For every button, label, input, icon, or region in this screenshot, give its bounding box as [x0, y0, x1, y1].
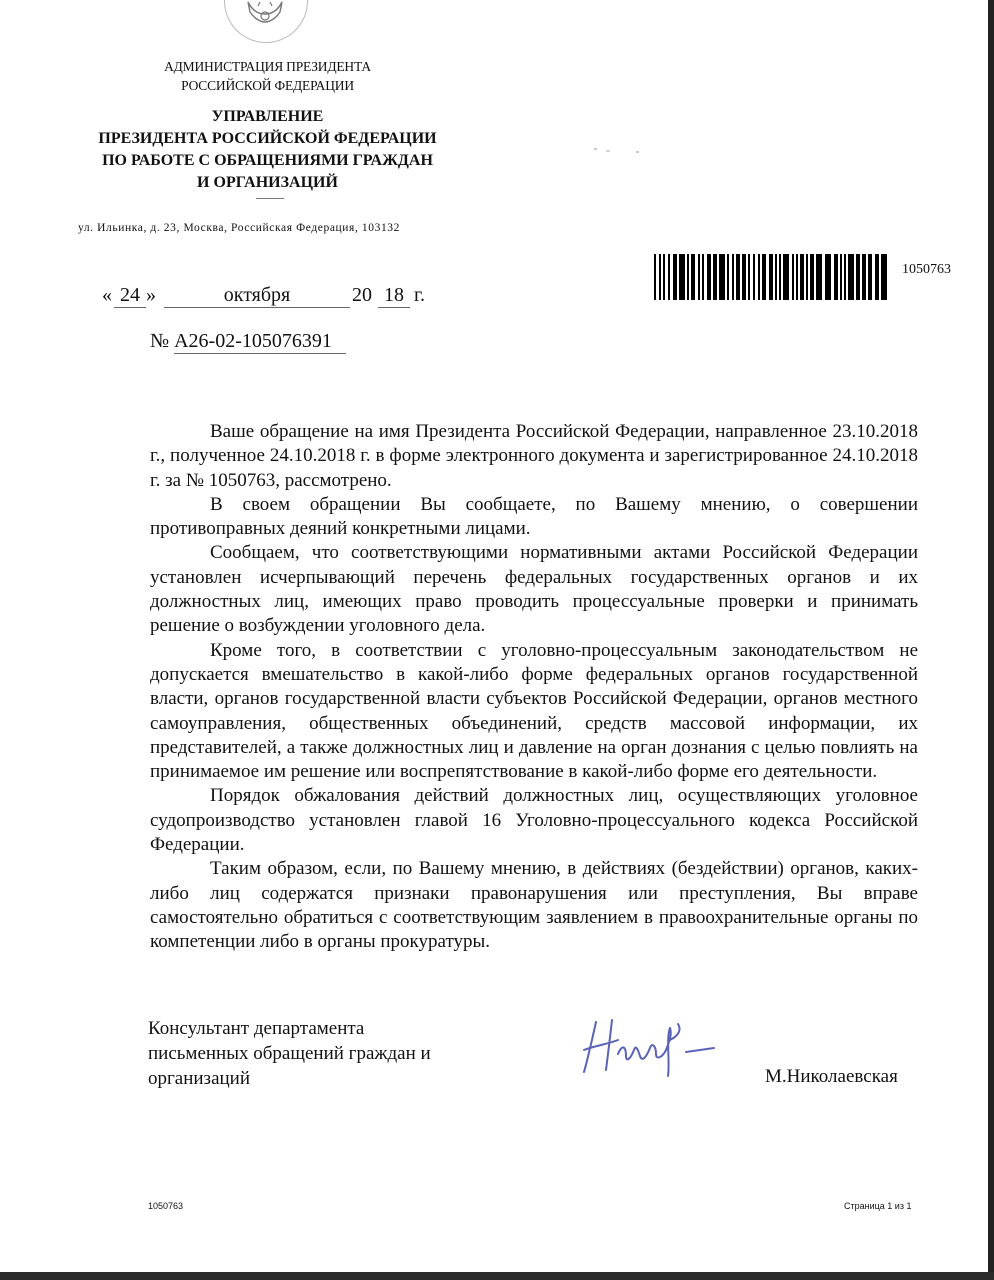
body-paragraph: Ваше обращение на имя Президента Российской Федерации, направленное 23.10.2018 г., полученное 24.10.2018 г. в форме электронного документа и зарегистрированное 24.10.2018 г. за № 1050763, рассмотрено.: [150, 421, 918, 491]
signer-position-line-1: Консультант департамента: [148, 1018, 365, 1039]
signer-position-line-2: письменных обращений граждан и: [148, 1043, 431, 1064]
redacted-recipient-mark: [592, 142, 662, 158]
address: ул. Ильинка, д. 23, Москва, Российская Федерация, 103132: [78, 222, 400, 234]
signer-position: [148, 1016, 431, 1091]
dept-line-3: ПО РАБОТЕ С ОБРАЩЕНИЯМИ ГРАЖДАН: [102, 152, 433, 169]
date-close-quote: »: [146, 284, 156, 306]
barcode-number: 1050763: [902, 262, 951, 277]
body-paragraph: В своем обращении Вы сообщаете, по Вашему мнению, о совершении противоправных деяний конкретными лицами.: [150, 493, 918, 540]
date-open-quote: «: [102, 284, 112, 306]
scan-edge-right: [988, 0, 994, 1280]
signer-position-line-3: организаций: [148, 1068, 251, 1089]
date-month: октября: [164, 283, 350, 308]
reference-number-line: [150, 330, 346, 354]
dept-line-4: И ОРГАНИЗАЦИЙ: [197, 174, 338, 191]
barcode: [652, 254, 890, 300]
body-paragraph: Порядок обжалования действий должностных лиц, осуществляющих уголовное судопроизводство установлен главой 16 Уголовно-процессуального кодекса Российской Федерации.: [150, 785, 918, 856]
date-year-prefix: 20: [352, 284, 372, 306]
double-headed-eagle-icon: [240, 0, 290, 28]
letter-body: [150, 420, 918, 955]
admin-line-2: РОССИЙСКОЙ ФЕДЕРАЦИИ: [181, 78, 354, 93]
dept-line-1: УПРАВЛЕНИЕ: [211, 108, 324, 125]
date-day: 24: [114, 283, 146, 308]
date-year-mark: г.: [414, 284, 425, 306]
reference-number: А26-02-105076391: [174, 330, 346, 354]
header-separator: [256, 198, 284, 199]
body-paragraph: Таким образом, если, по Вашему мнению, в действиях (бездействии) органов, каких-либо лиц содержатся признаки правонарушения или преступления, Вы вправе самостоятельно обратиться с соответствующим заявлением в правоохранительные органы по компетенции либо в органы прокуратуры.: [150, 858, 918, 953]
footer-page-count: Страница 1 из 1: [844, 1201, 912, 1211]
handwritten-signature: [574, 1010, 724, 1080]
body-paragraph: Кроме того, в соответствии с уголовно-процессуальным законодательством не допускается вмешательство в какой-либо форме федеральных органов государственной власти, органов государственной власти субъектов Российской Федерации, органов местного самоуправления, общественных объединений, средств массовой информации, их представителей, а также должностных лиц и давление на орган дознания с целью повлиять на принимаемое им решение или воспрепятствование в какой-либо форме его деятельности.: [150, 639, 918, 783]
dept-line-2: ПРЕЗИДЕНТА РОССИЙСКОЙ ФЕДЕРАЦИИ: [98, 130, 437, 147]
body-paragraph: Сообщаем, что соответствующими нормативными актами Российской Федерации установлен исчерпывающий перечень федеральных государственных органов и их должностных лиц, имеющих право проводить процессуальные проверки и принимать решение о возбуждении уголовного дела.: [150, 542, 918, 637]
signer-name: М.Николаевская: [765, 1066, 898, 1087]
scan-edge-bottom: [0, 1272, 994, 1280]
footer-doc-number: 1050763: [148, 1201, 184, 1211]
date-year-suffix: 18: [378, 283, 410, 308]
admin-line-1: АДМИНИСТРАЦИЯ ПРЕЗИДЕНТА: [164, 59, 371, 74]
reference-prefix: №: [150, 330, 170, 352]
